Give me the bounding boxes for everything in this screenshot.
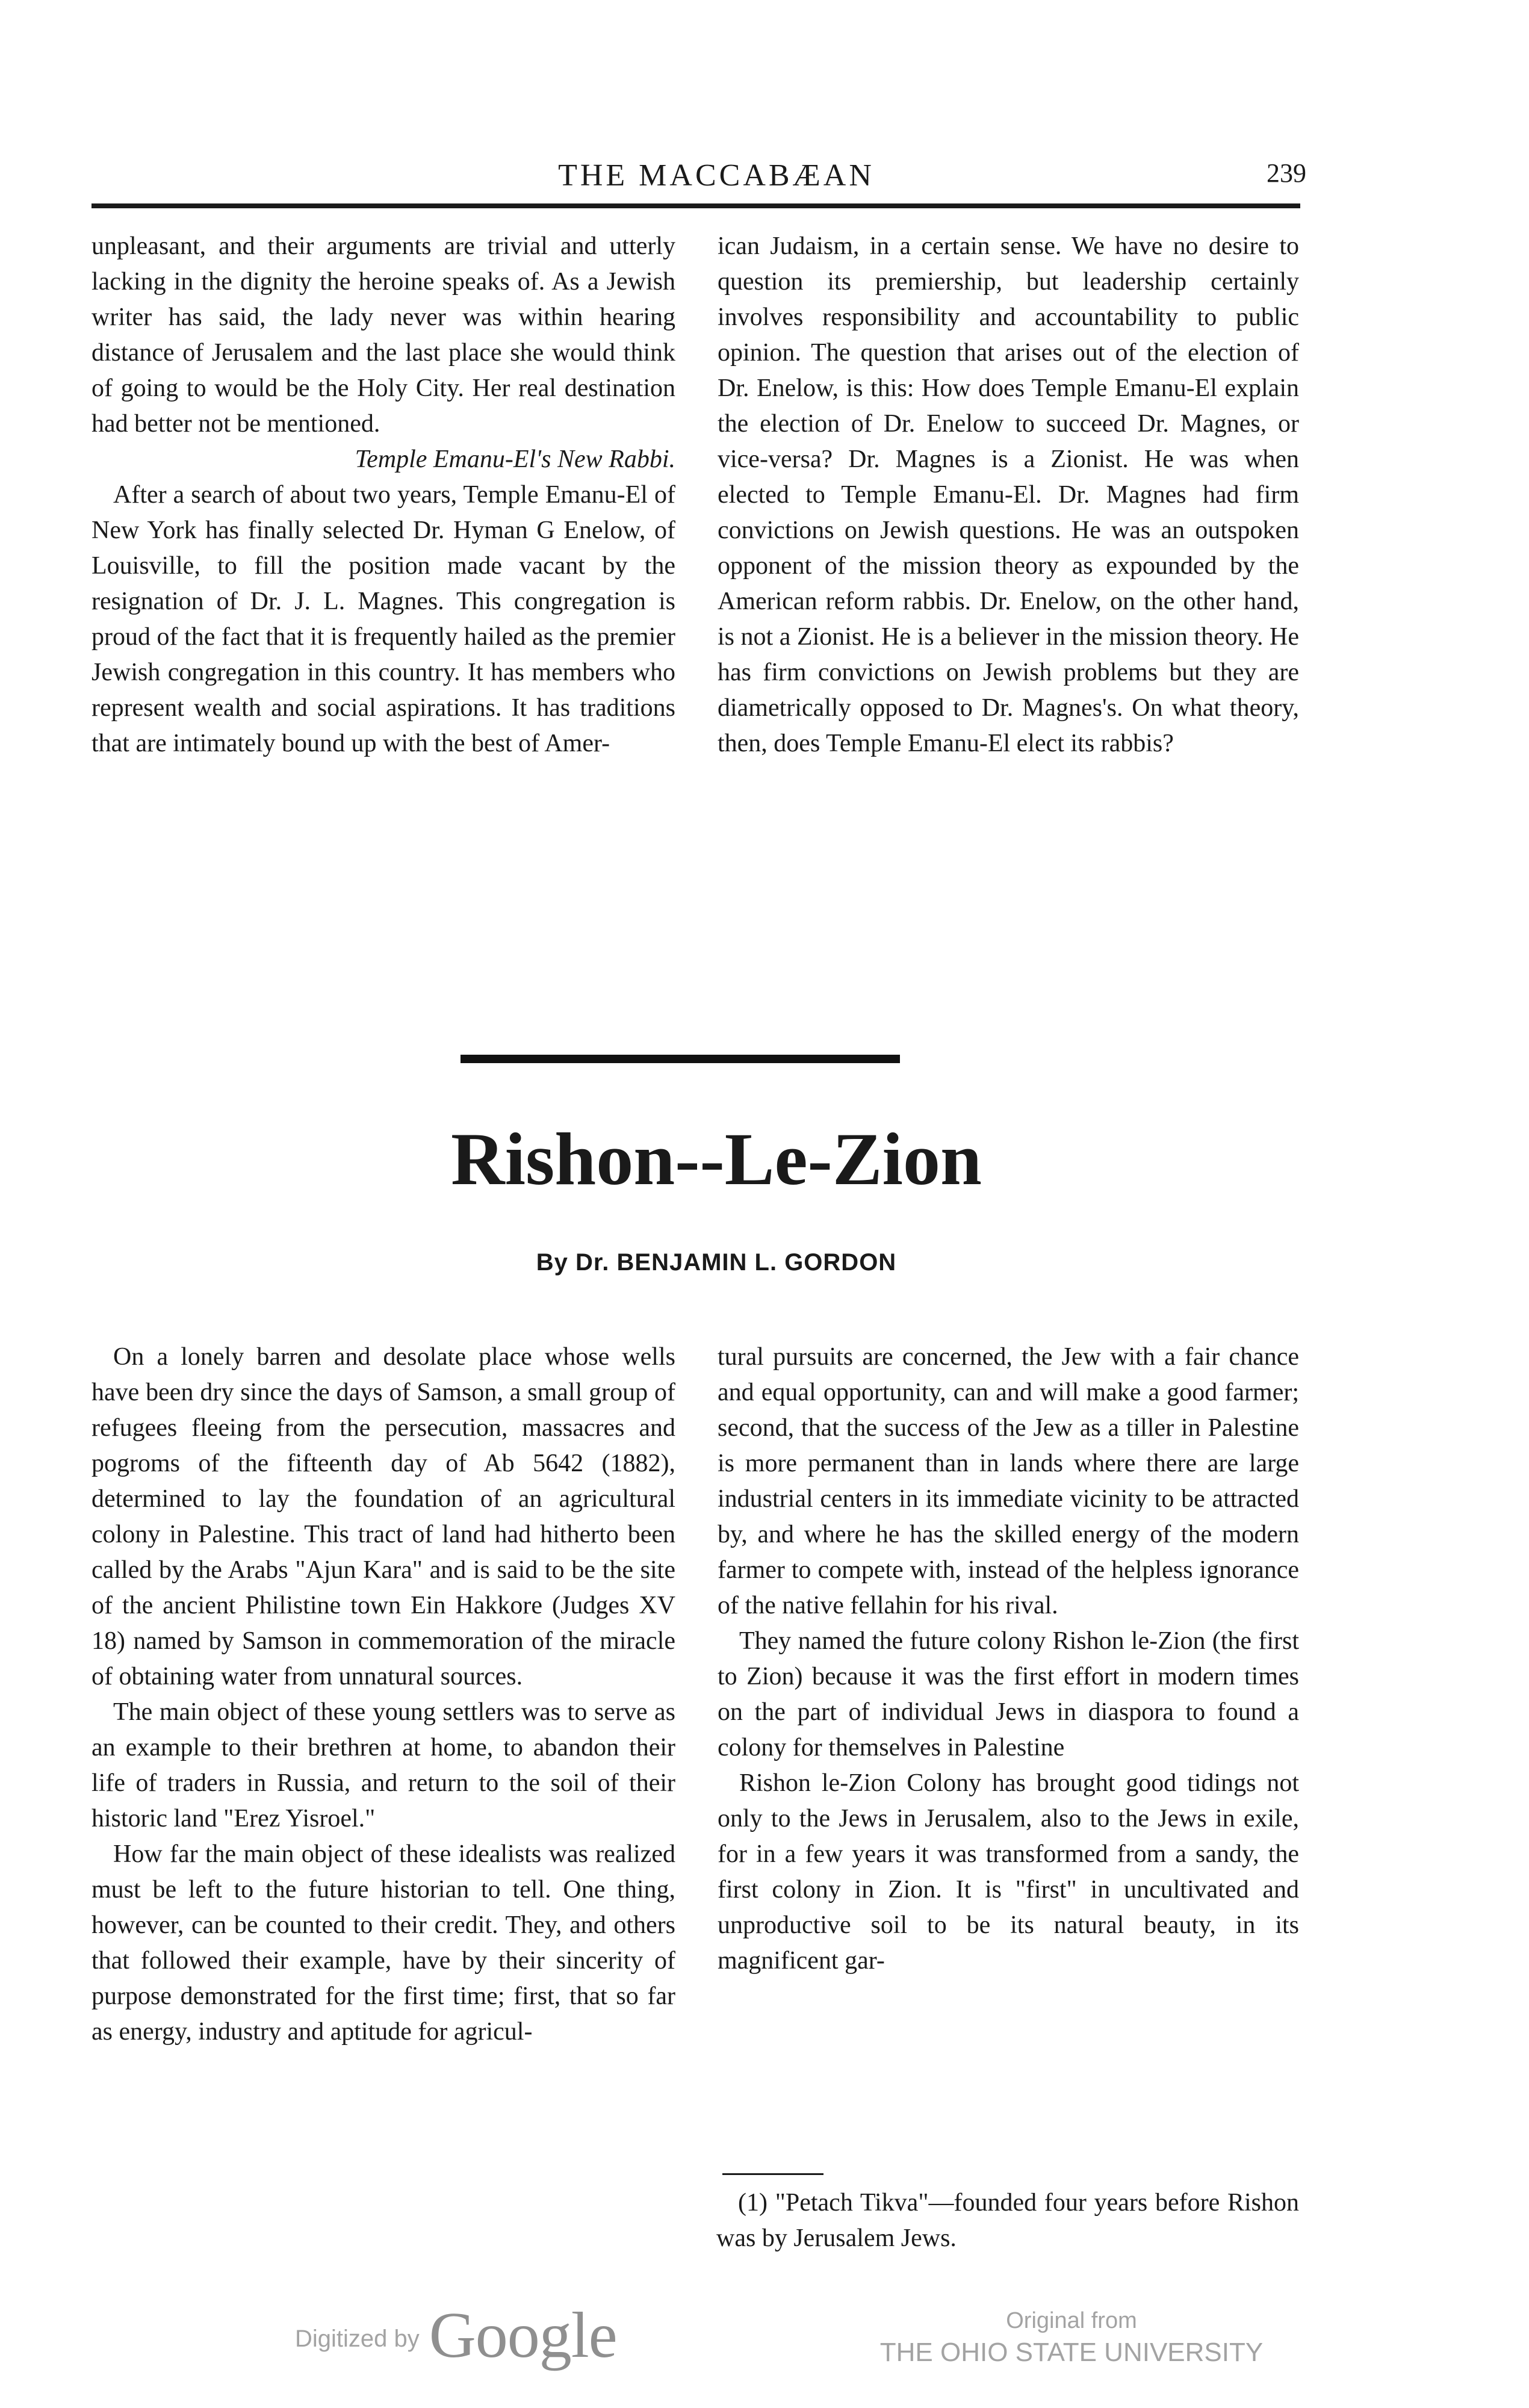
article-paragraph: tural pursuits are concerned, the Jew with a fair chance and equal opportunity, can and will make a good farmer; second, that the success of the Jew as a tiller in Palestine is more permanent than in lands where there are large industrial centers in its immediate vicinity to be attracted by, and where he has the skilled energy of the modern farmer to compete with, instead of the helpless ignorance of the native fellahin for his rival. bbox=[718, 1343, 1299, 1619]
footnote-rule bbox=[722, 2173, 823, 2175]
article-title: Rishon--Le-Zion bbox=[451, 1118, 982, 1200]
digitized-watermark bbox=[295, 2300, 617, 2371]
section-divider bbox=[461, 1055, 900, 1063]
article-paragraph: How far the main object of these idealists was realized must be left to the future historian to tell. One thing, however, can be counted to their credit. They, and others that followed their example, have by their sincerity of purpose demonstrated for the first time; first, that so far as energy, industry and aptitude for agricul- bbox=[91, 1840, 675, 2046]
section-subheading: Temple Emanu-El's New Rabbi. bbox=[355, 445, 675, 473]
article-left-column bbox=[91, 1339, 675, 2050]
top-right-column bbox=[718, 229, 1299, 762]
digitized-by-label: Digitized by bbox=[295, 2325, 420, 2352]
footnote bbox=[716, 2185, 1299, 2256]
article-paragraph: They named the future colony Rishon le-Zion (the first to Zion) because it was the first effort in modern times on the part of individual Jews in diaspora to found a colony for themselves in Palestine bbox=[718, 1627, 1299, 1761]
institution-label: THE OHIO STATE UNIVERSITY bbox=[879, 2338, 1264, 2367]
original-from-label: Original from bbox=[1006, 2308, 1137, 2333]
editorial-paragraph: ican Judaism, in a certain sense. We have no desire to question its premiership, but leadership certainly involves responsibility and accountability to public opinion. The question that arises out of the election of Dr. Enelow, is this: How does Temple Emanu-El explain the election of Dr. Enelow to succeed Dr. Magnes, or vice-versa? Dr. Magnes is a Zionist. He was when elected to Temple Emanu-El. Dr. Magnes had firm convictions on Jewish questions. He was an outspoken opponent of the mission theory as expounded by the American reform rabbis. Dr. Enelow, on the other hand, is not a Zionist. He is a believer in the mission theory. He has firm convictions on Jewish problems but they are diametrically opposed to Dr. Magnes's. On what theory, then, does Temple Emanu-El elect its rabbis? bbox=[718, 232, 1299, 757]
continuation-paragraph: unpleasant, and their arguments are trivial and utterly lacking in the dignity the heroine speaks of. As a Jewish writer has said, the lady never was within hearing distance of Jerusalem and the last place she would think of going to would be the Holy City. Her real destination had better not be mentioned. bbox=[91, 232, 675, 438]
footnote-text: (1) "Petach Tikva"—founded four years before Rishon was by Jerusalem Jews. bbox=[716, 2189, 1299, 2252]
google-logo: Google bbox=[429, 2300, 617, 2371]
article-right-column bbox=[718, 1339, 1299, 1979]
rabbi-paragraph: After a search of about two years, Temple Emanu-El of New York has finally selected Dr. Hyman G Enelow, of Louisville, to fill the position made vacant by the resignation of Dr. J. L. Magnes. This congregation is proud of the fact that it is frequently hailed as the premier Jewish congregation in this country. It has members who represent wealth and social aspirations. It has traditions that are intimately bound up with the best of Amer- bbox=[91, 481, 675, 757]
page-number: 239 bbox=[1267, 158, 1306, 188]
journal-title: THE MACCABÆAN bbox=[558, 158, 875, 193]
article-paragraph: Rishon le-Zion Colony has brought good tidings not only to the Jews in Jerusalem, also to the Jews in exile, for in a few years it was transformed from a sandy, the first colony in Zion. It is "first" in uncultivated and unproductive soil to be its natural beauty, in its magnificent gar- bbox=[718, 1769, 1299, 1975]
header-rule bbox=[91, 203, 1300, 208]
top-left-column bbox=[91, 229, 675, 762]
article-paragraph: On a lonely barren and desolate place whose wells have been dry since the days of Samson, a small group of refugees fleeing from the persecution, massacres and pogroms of the fifteenth day of Ab 5642 (1882), determined to lay the foundation of an agricultural colony in Palestine. This tract of land had hitherto been called by the Arabs "Ajun Kara" and is said to be the site of the ancient Philistine town Ein Hakkore (Judges XV 18) named by Samson in commemoration of the miracle of obtaining water from unnatural sources. bbox=[91, 1343, 675, 1690]
source-watermark bbox=[879, 2306, 1264, 2369]
article-paragraph: The main object of these young settlers was to serve as an example to their brethren at home, to abandon their life of traders in Russia, and return to the soil of their historic land "Erez Yisroel." bbox=[91, 1698, 675, 1832]
article-byline: By Dr. BENJAMIN L. GORDON bbox=[536, 1249, 897, 1276]
